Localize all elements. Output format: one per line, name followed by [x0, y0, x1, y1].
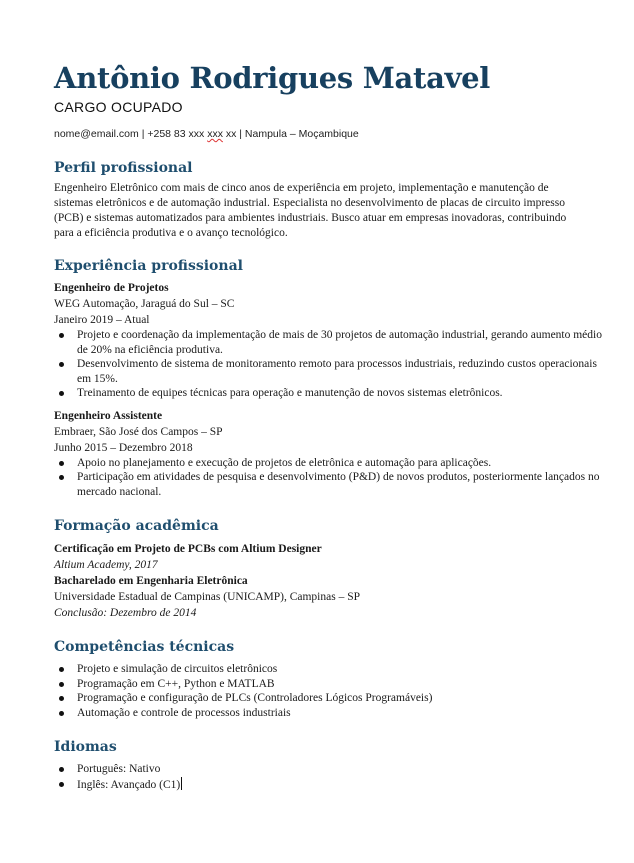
list-item-text: Programação e configuração de PLCs (Controladores Lógicos Programáveis) — [77, 692, 433, 704]
list-item — [54, 357, 602, 386]
bullet-icon — [59, 696, 64, 701]
contact-phone-part: +258 83 xxx — [147, 128, 208, 140]
list-item — [54, 777, 602, 793]
resume-document — [54, 58, 602, 792]
perfil-text: Engenheiro Eletrônico com mais de cinco anos de experiência em projeto, implementação e manutenção de sistemas eletrônicos e de automação industrial. Especialista no desenvolvimento de placas de circuito impresso (PCB) e sistemas automatizados para ambientes industriais. Busco atuar em empresas inovadoras, contribuindo para a eficiência produtiva e o avanço tecnológico. — [54, 182, 567, 239]
job-bullets — [54, 456, 602, 500]
contact-location: Nampula – Moçambique — [244, 128, 359, 140]
list-item-text: Projeto e simulação de circuitos eletrônicos — [77, 663, 278, 675]
list-item-text: Inglês: Avançado (C1) — [77, 778, 181, 791]
contact-phone-part: xx — [222, 128, 237, 140]
list-item — [54, 662, 602, 677]
bullet-icon — [59, 391, 64, 396]
spellcheck-flagged-text: xxx — [207, 128, 223, 140]
job-title: Engenheiro de Projetos — [54, 282, 169, 294]
education-institution: Universidade Estadual de Campinas (UNICAMP), Campinas – SP — [54, 591, 360, 603]
section-formacao — [54, 517, 602, 621]
section-title-idiomas: Idiomas — [54, 739, 117, 755]
section-title-experiencia: Experiência profissional — [54, 258, 243, 274]
contact-phone — [147, 128, 236, 140]
bullet-icon — [59, 362, 64, 367]
job-title: Engenheiro Assistente — [54, 409, 163, 422]
bullet-icon — [59, 461, 64, 466]
list-item-text: Programação em C++, Python e MATLAB — [77, 677, 275, 690]
section-competencias — [54, 638, 602, 720]
section-experiencia — [54, 257, 602, 499]
section-perfil — [54, 159, 602, 241]
bullet-icon — [59, 667, 64, 672]
bullet-icon — [59, 333, 64, 338]
job-bullets — [54, 328, 602, 401]
list-item-text: Projeto e coordenação da implementação de mais de 30 projetos de automação industrial, gerando aumento médio de 20% na eficiência produtiva. — [77, 329, 602, 356]
job-entry — [54, 280, 602, 401]
section-title-formacao: Formação acadêmica — [54, 518, 219, 534]
bullet-icon — [59, 682, 64, 687]
section-title-competencias: Competências técnicas — [54, 639, 235, 655]
section-title-perfil: Perfil profissional — [54, 160, 193, 176]
list-item — [54, 762, 602, 777]
text-cursor[interactable] — [181, 777, 182, 790]
education-detail: Altium Academy, 2017 — [54, 559, 158, 571]
candidate-name: Antônio Rodrigues Matavel — [54, 61, 491, 95]
list-item-text: Português: Nativo — [77, 763, 161, 775]
formacao-content — [54, 541, 602, 621]
job-period: Junho 2015 – Dezembro 2018 — [54, 441, 193, 454]
list-item-text: Treinamento de equipes técnicas para operação e manutenção de novos sistemas eletrônicos. — [77, 387, 503, 399]
list-item — [54, 386, 602, 401]
list-item — [54, 328, 602, 357]
bullet-icon — [59, 711, 64, 716]
list-item — [54, 706, 602, 721]
education-title: Certificação em Projeto de PCBs com Altium Designer — [54, 543, 322, 555]
job-company: Embraer, São José dos Campos – SP — [54, 425, 223, 438]
list-item-text: Apoio no planejamento e execução de projetos de eletrônica e automação para aplicações. — [77, 456, 492, 469]
list-item — [54, 677, 602, 692]
list-item-text: Desenvolvimento de sistema de monitoramento remoto para processos industriais, reduzindo custos operacionais em 15%. — [77, 358, 597, 385]
list-item — [54, 470, 602, 499]
languages-list — [54, 762, 602, 792]
section-idiomas — [54, 738, 602, 792]
list-item-text: Automação e controle de processos industriais — [77, 706, 291, 719]
contact-line — [54, 127, 602, 141]
education-detail: Conclusão: Dezembro de 2014 — [54, 607, 197, 619]
contact-separator: | — [236, 128, 245, 140]
contact-separator: | — [138, 128, 148, 140]
skills-list — [54, 662, 602, 720]
bullet-icon — [59, 767, 64, 772]
bullet-icon — [59, 782, 64, 787]
job-role: CARGO OCUPADO — [54, 99, 183, 115]
list-item-text: Participação em atividades de pesquisa e desenvolvimento (P&D) de novos produtos, posteriormente lançados no mercado nacional. — [77, 471, 600, 498]
job-entry — [54, 408, 602, 500]
list-item — [54, 691, 602, 706]
list-item — [54, 456, 602, 471]
job-period: Janeiro 2019 – Atual — [54, 314, 150, 326]
bullet-icon — [59, 475, 64, 480]
education-title: Bacharelado em Engenharia Eletrônica — [54, 575, 248, 587]
job-company: WEG Automação, Jaraguá do Sul – SC — [54, 298, 235, 310]
contact-email: nome@email.com — [54, 128, 139, 140]
